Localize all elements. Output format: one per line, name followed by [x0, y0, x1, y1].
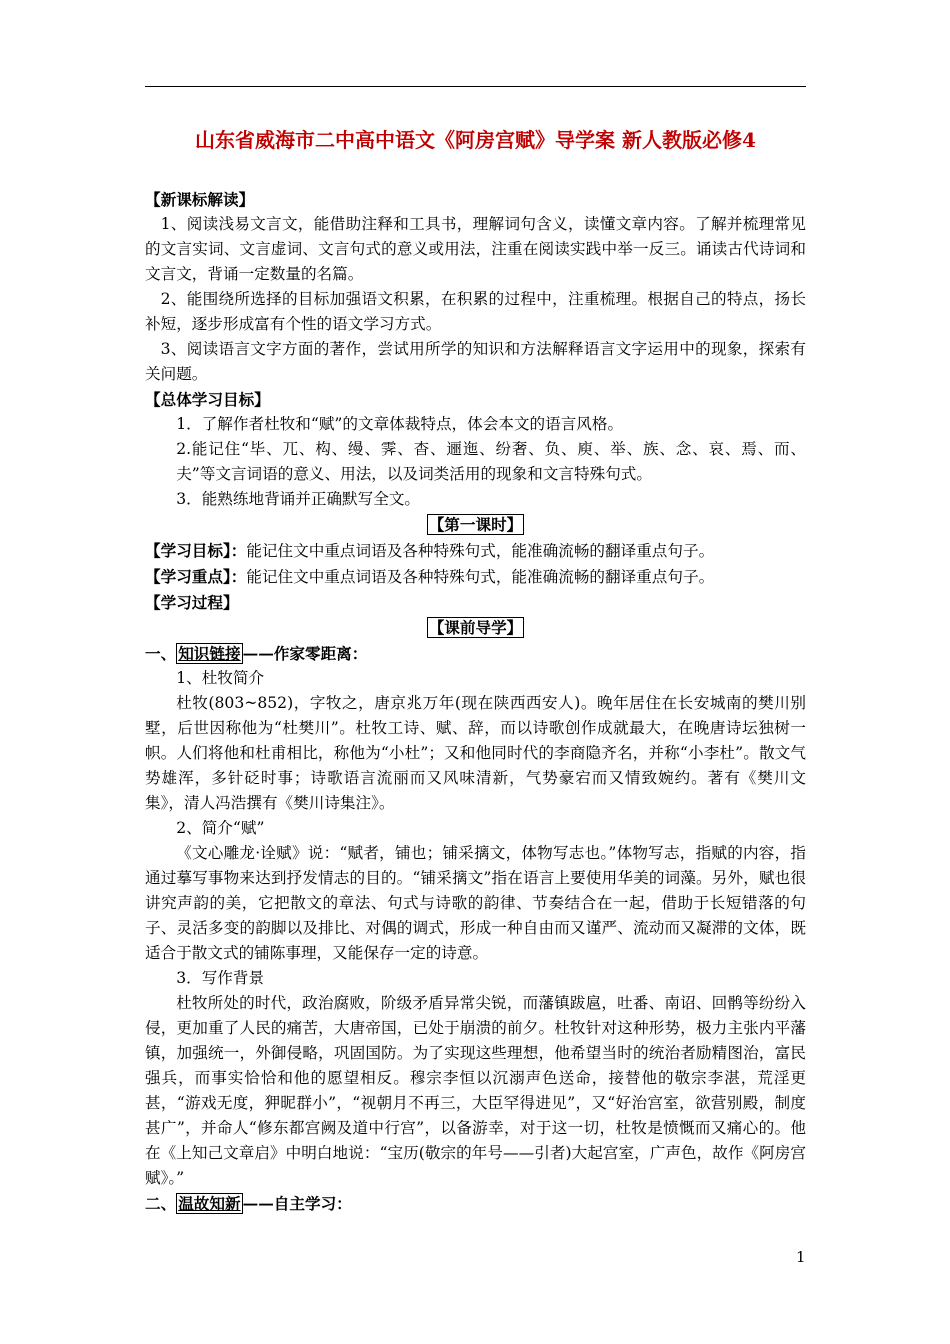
lesson-heading-box: 【第一课时】 [428, 515, 523, 534]
preview-heading-box: 【课前导学】 [428, 618, 523, 637]
page-number: 1 [796, 1248, 806, 1266]
label: 【学习重点】： [145, 567, 247, 586]
goal-item: 3．能熟练地背诵并正确默写全文。 [176, 490, 421, 508]
part-num: 二、 [145, 1194, 177, 1213]
text: 能记住文中重点词语及各种特殊句式，能准确流畅的翻译重点句子。 [246, 542, 715, 560]
paragraph: 1、阅读浅易文言文，能借助注释和工具书，理解词句含义，读懂文章内容。了解并梳理常见的文言实词、文言虚词、文言句式的意义或用法，注重在阅读实践中举一反三。诵读古代诗词和文言文，背诵一定数量的名篇。 [145, 215, 806, 283]
subsection-title: 3．写作背景 [176, 969, 265, 987]
subsection-title: 2、简介“赋” [176, 819, 265, 837]
paragraph: 杜牧所处的时代，政治腐败，阶级矛盾异常尖锐，而藩镇跋扈，吐番、南诏、回鹘等纷纷入侵，更加重了人民的痛苦，大唐帝国，已处于崩溃的前夕。杜牧针对这种形势，极力主张内平藩镇，加强统一，外御侵略，巩固国防。为了实现这些理想，他希望当时的统治者励精图治，富民强兵，而事实恰恰和他的愿望相反。穆宗李恒以沉溺声色送命，接替他的敬宗李湛，荒淫更甚，“游戏无度，狎昵群小”，“视朝月不再三，大臣罕得进见”，又“好治宫室，欲营别殿，制度甚广”，并命人“修东都宫阙及道中行宫”，以备游幸，对于这一切，杜牧是愤慨而又痛心的。他在《上知己文章启》中明白地说：“宝历(敬宗的年号——引者)大起宫室，广声色，故作《阿房宫赋》。” [145, 994, 806, 1187]
process-label: 【学习过程】 [145, 593, 239, 612]
heading-xinkebiao: 【新课标解读】 [145, 190, 255, 209]
subsection-title: 1、杜牧简介 [176, 669, 265, 687]
document-body [145, 187, 806, 1216]
part-link: 温故知新 [178, 1194, 241, 1213]
text: 能记住文中重点词语及各种特殊句式，能准确流畅的翻译重点句子。 [246, 568, 715, 586]
learning-goal [145, 538, 806, 564]
lesson-heading [145, 512, 806, 538]
part2-heading [145, 1191, 806, 1216]
part-rest: ——作家零距离： [242, 644, 368, 663]
paragraph: 《文心雕龙·诠赋》说：“赋者，铺也；铺采摛文，体物写志也。”体物写志，指赋的内容，指通过摹写事物来达到抒发情志的目的。“铺采摛文”指在语言上要使用华美的词藻。另外，赋也很讲究声韵的美，它把散文的章法、句式与诗歌的韵律、节奏结合在一起，借助于长短错落的句子、灵活多变的韵脚以及排比、对偶的调式，形成一种自由而又谨严、流动而又凝滞的文体，既适合于散文式的铺陈事理，又能保存一定的诗意。 [145, 844, 806, 962]
goal-item [145, 437, 806, 487]
part-rest: ——自主学习： [242, 1194, 352, 1213]
goal-item-text: 2.能记住“毕、兀、构、缦、霁、杳、逦迤、纷奢、负、庾、举、族、念、哀、焉、而、夫”等文言词语的意义、用法，以及词类活用的现象和文言特殊句式。 [176, 440, 806, 483]
goal-item: 1．了解作者杜牧和“赋”的文章体裁特点，体会本文的语言风格。 [176, 415, 624, 433]
header-rule [145, 86, 806, 87]
part1-heading [145, 641, 806, 666]
paragraph: 2、能围绕所选择的目标加强语文积累，在积累的过程中，注重梳理。根据自己的特点，扬长补短，逐步形成富有个性的语文学习方式。 [145, 290, 806, 333]
document-title: 山东省威海市二中高中语文《阿房宫赋》导学案 新人教版必修4 [195, 128, 756, 152]
part-num: 一、 [145, 644, 177, 663]
label: 【学习目标】： [145, 541, 247, 560]
heading-zongti: 【总体学习目标】 [145, 390, 270, 409]
part-link: 知识链接 [178, 644, 241, 663]
preview-heading [145, 615, 806, 641]
learning-focus [145, 564, 806, 590]
paragraph: 杜牧(803~852)，字牧之，唐京兆万年(现在陕西西安人)。晚年居住在长安城南的樊川别墅，后世因称他为“杜樊川”。杜牧工诗、赋、辞，而以诗歌创作成就最大，在晚唐诗坛独树一帜。人们将他和杜甫相比，称他为“小杜”；又和他同时代的李商隐齐名，并称“小李杜”。散文气势雄浑，多针砭时事；诗歌语言流丽而又风味清新，气势豪宕而又情致婉约。著有《樊川文集》，清人冯浩撰有《樊川诗集注》。 [145, 694, 806, 812]
paragraph: 3、阅读语言文字方面的著作，尝试用所学的知识和方法解释语言文字运用中的现象，探索有关问题。 [145, 340, 806, 383]
